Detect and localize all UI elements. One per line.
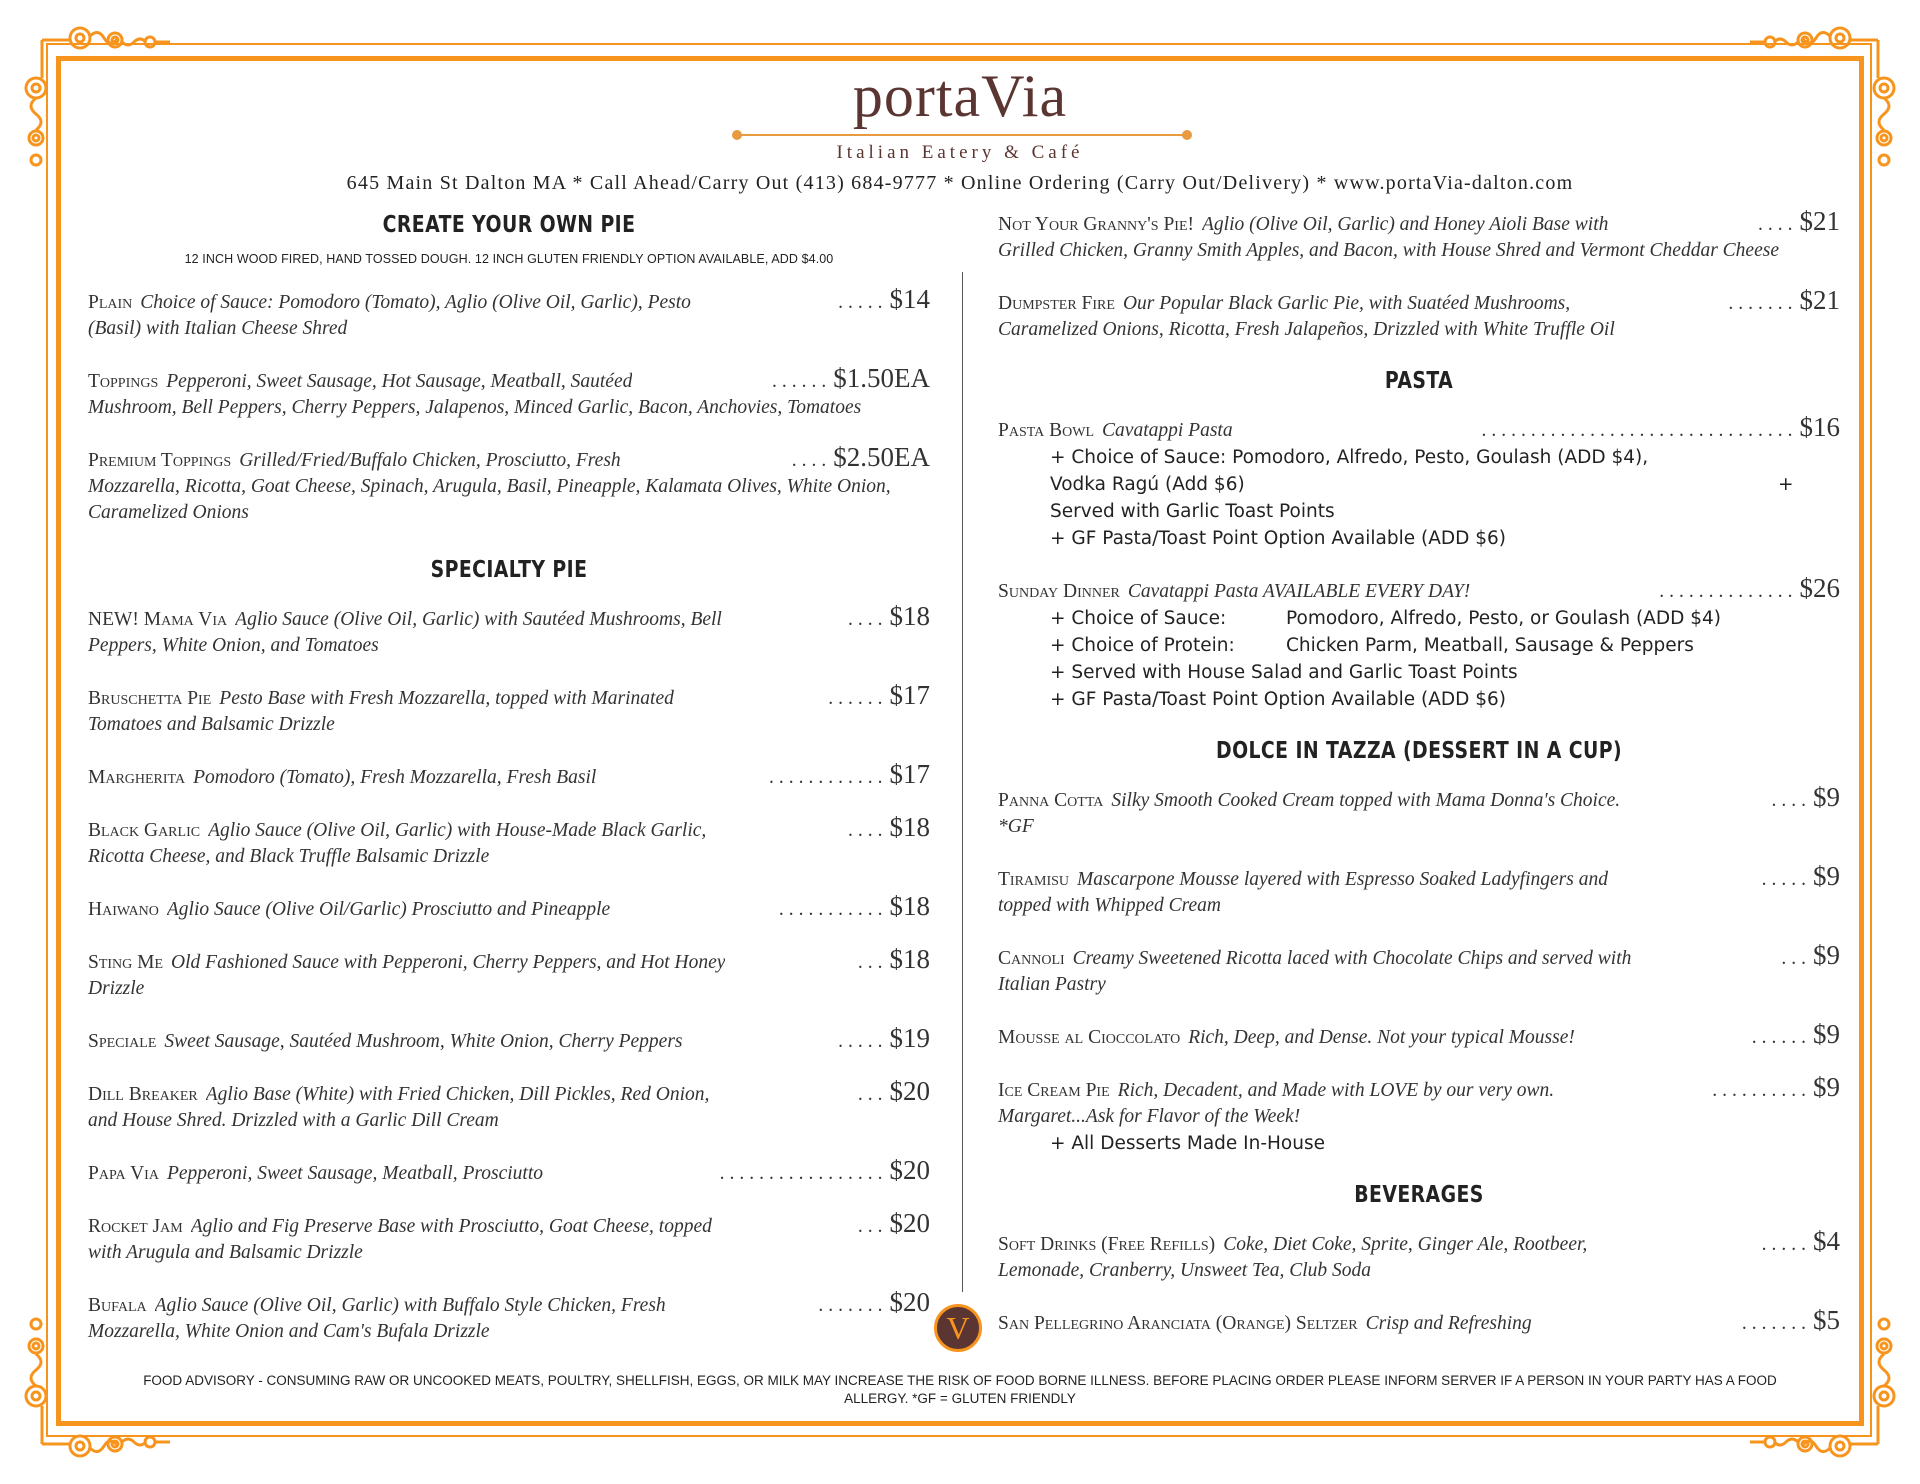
menu-item [998,1074,1840,1157]
option-line: + Served with House Salad and Garlic Toast Points [1050,662,1518,683]
item-name: NEW! Mama Via [88,609,228,630]
item-description: Aglio Sauce (Olive Oil, Garlic) with Buffalo Style Chicken, Fresh [154,1295,666,1316]
item-name: Pasta Bowl [998,420,1095,441]
item-name: Haiwano [88,899,159,920]
option-label: + Choice of Sauce: [1050,608,1227,629]
menu-item [998,414,1840,552]
menu-item [88,946,930,1002]
dot-leader: ..... [838,1031,888,1052]
item-price: $9 [1813,861,1840,891]
item-options [998,444,1840,552]
menu-item [998,287,1840,343]
item-name: Black Garlic [88,820,201,841]
dot-leader: ....... [1728,293,1798,314]
item-description-cont: Drizzle [88,978,145,999]
item-description-cont: Caramelized Onions, Ricotta, Fresh Jalapeños, Drizzled with White Truffle Oil [998,319,1615,340]
item-name: Dill Breaker [88,1084,198,1105]
menu-item [998,942,1840,998]
item-name: Rocket Jam [88,1216,183,1237]
item-name: Sunday Dinner [998,581,1120,602]
dot-leader: ... [857,952,888,973]
dessert-list [998,784,1840,1157]
tagline: Italian Eatery & Café [836,142,1084,163]
item-name: Bufala [88,1295,147,1316]
item-description: Sweet Sausage, Sautéed Mushroom, White Onion, Cherry Peppers [164,1031,683,1052]
column-divider [962,272,963,1292]
item-description: Mascarpone Mousse layered with Espresso Soaked Ladyfingers and [1077,869,1608,890]
item-description-cont: Mozzarella, Ricotta, Goat Cheese, Spinach, Arugula, Basil, Pineapple, Kalamata Olives, White Onion, Caramelized Onions [88,476,891,523]
dot-leader: ................................ [1481,420,1798,441]
dot-leader: ... [857,1216,888,1237]
plus-mark: + [1778,474,1794,495]
dot-leader: ...... [828,688,888,709]
item-description: Crisp and Refreshing [1365,1313,1532,1334]
item-price: $26 [1799,573,1840,603]
option-line: + GF Pasta/Toast Point Option Available (ADD $6) [1050,528,1507,549]
item-name: Soft Drinks (Free Refills) [998,1234,1216,1255]
item-price: $2.50EA [833,442,930,472]
item-description: Old Fashioned Sauce with Pepperoni, Cherry Peppers, and Hot Honey [171,952,726,973]
item-options [998,1130,1840,1157]
item-description-cont: Margaret...Ask for Flavor of the Week! [998,1106,1301,1127]
item-description: Creamy Sweetened Ricotta laced with Chocolate Chips and served with [1072,948,1632,969]
dot-leader: ................. [719,1163,888,1184]
section-title-dessert: DOLCE IN TAZZA (DESSERT IN A CUP) [1215,738,1623,764]
option-row [1050,605,1840,632]
beverage-list [998,1228,1840,1337]
menu-item [88,286,930,342]
contact-info: 645 Main St Dalton MA * Call Ahead/Carry Out (413) 684-9777 * Online Ordering (Carry Out/Delivery) * www.portaVia-dalton.com [346,172,1574,194]
menu-item [88,893,930,923]
menu-item [88,444,930,526]
item-price: $18 [889,891,930,921]
item-description: Aglio Sauce (Olive Oil, Garlic) with Sautéed Mushrooms, Bell [235,609,722,630]
item-description-cont: Ricotta Cheese, and Black Truffle Balsamic Drizzle [88,846,490,867]
menu-item [88,814,930,870]
dot-leader: .... [848,820,888,841]
specialty-pie-list-continued [998,208,1840,343]
option-value: Chicken Parm, Meatball, Sausage & Peppers [1286,635,1694,656]
item-description: Aglio Sauce (Olive Oil, Garlic) with House-Made Black Garlic, [208,820,707,841]
item-price: $9 [1813,1072,1840,1102]
option-value: Pomodoro, Alfredo, Pesto, or Goulash (ADD $4) [1286,608,1721,629]
item-name: Not Your Granny's Pie! [998,214,1195,235]
item-description-cont: Mozzarella, White Onion and Cam's Bufala Drizzle [88,1321,490,1342]
item-name: Mousse al Cioccolato [998,1027,1181,1048]
dough-note: 12 INCH WOOD FIRED, HAND TOSSED DOUGH. 12 INCH GLUTEN FRIENDLY OPTION AVAILABLE, ADD $4.00 [184,252,834,266]
item-name: Tiramisu [998,869,1070,890]
dot-leader: ....... [818,1295,888,1316]
item-description-cont: Grilled Chicken, Granny Smith Apples, and Bacon, with House Shred and Vermont Cheddar Cheese [998,240,1779,261]
logo-divider [736,134,1188,136]
menu-item [88,603,930,659]
dot-leader: ..... [1761,869,1811,890]
dot-leader: ...... [1751,1027,1811,1048]
section-title-beverages: BEVERAGES [1354,1182,1484,1208]
item-description-cont: Peppers, White Onion, and Tomatoes [88,635,379,656]
item-description: Silky Smooth Cooked Cream topped with Mama Donna's Choice. [1111,790,1621,811]
dot-leader: ..... [838,292,888,313]
menu-item [998,208,1840,264]
item-description: Choice of Sauce: Pomodoro (Tomato), Aglio (Olive Oil, Garlic), Pesto [140,292,691,313]
menu-item [88,1078,930,1134]
item-description: Aglio and Fig Preserve Base with Prosciutto, Goat Cheese, topped [190,1216,712,1237]
item-price: $9 [1813,1019,1840,1049]
portavia-v-badge-icon: V [934,1304,982,1352]
dot-leader: ..... [1761,1234,1811,1255]
section-title-create-your-own-pie: CREATE YOUR OWN PIE [382,212,636,238]
dot-leader: ....... [1741,1313,1811,1334]
item-description-cont: (Basil) with Italian Cheese Shred [88,318,348,339]
item-description: Grilled/Fried/Buffalo Chicken, Prosciutto, Fresh [239,450,621,471]
create-pie-list [88,286,930,526]
item-price: $9 [1813,940,1840,970]
item-price: $16 [1799,412,1840,442]
menu-item [998,863,1840,919]
menu-item [998,575,1840,713]
menu-item [88,761,930,791]
item-price: $9 [1813,782,1840,812]
item-description-cont: Tomatoes and Balsamic Drizzle [88,714,335,735]
item-price: $18 [889,944,930,974]
item-options [998,605,1840,713]
option-row [1050,632,1840,659]
pasta-list [998,414,1840,713]
item-price: $1.50EA [833,363,930,393]
option-line: + Choice of Sauce: Pomodoro, Alfredo, Pesto, Goulash (ADD $4), [1050,447,1649,468]
item-price: $20 [889,1287,930,1317]
item-price: $20 [889,1076,930,1106]
right-column [998,208,1840,1360]
item-description-cont: *GF [998,816,1034,837]
menu-item [88,1289,930,1345]
left-column [88,210,930,1368]
item-description-cont: and House Shred. Drizzled with a Garlic Dill Cream [88,1110,499,1131]
dot-leader: ... [1781,948,1811,969]
menu-item [998,1228,1840,1284]
dot-leader: .... [1758,214,1798,235]
menu-item [88,1157,930,1187]
menu-item [88,1210,930,1266]
item-description: Our Popular Black Garlic Pie, with Suatéed Mushrooms, [1122,293,1571,314]
dot-leader: .............. [1659,581,1798,602]
item-price: $17 [889,680,930,710]
item-price: $20 [889,1208,930,1238]
item-description: Aglio Sauce (Olive Oil/Garlic) Prosciutto and Pineapple [166,899,611,920]
item-description-cont: Lemonade, Cranberry, Unsweet Tea, Club Soda [998,1260,1372,1281]
menu-item [88,1025,930,1055]
item-name: Ice Cream Pie [998,1080,1110,1101]
dot-leader: ............ [769,767,888,788]
item-description: Rich, Deep, and Dense. Not your typical Mousse! [1188,1027,1575,1048]
item-price: $18 [889,812,930,842]
dot-leader: ... [857,1084,888,1105]
item-description: Cavatappi Pasta AVAILABLE EVERY DAY! [1127,581,1471,602]
dot-leader: .......... [1712,1080,1811,1101]
option-line: + GF Pasta/Toast Point Option Available (ADD $6) [1050,689,1507,710]
item-name: Margherita [88,767,186,788]
dot-leader: ...... [772,371,832,392]
section-title-pasta: PASTA [1384,368,1454,394]
item-name: Panna Cotta [998,790,1104,811]
item-price: $19 [889,1023,930,1053]
item-name: Papa Via [88,1163,159,1184]
item-name: Dumpster Fire [998,293,1115,314]
dot-leader: .... [848,609,888,630]
item-description: Cavatappi Pasta [1102,420,1233,441]
dot-leader: .... [1771,790,1811,811]
item-name: Plain [88,292,133,313]
option-line: Vodka Ragú (Add $6) + [1050,471,1840,498]
option-line: + All Desserts Made In-House [1050,1133,1325,1154]
item-description: Pepperoni, Sweet Sausage, Hot Sausage, Meatball, Sautéed [166,371,633,392]
item-price: $20 [889,1155,930,1185]
item-description-cont: Italian Pastry [998,974,1106,995]
item-description-cont: with Arugula and Balsamic Drizzle [88,1242,363,1263]
dot-leader: .... [791,450,832,471]
item-name: San Pellegrino Aranciata (Orange) Seltzer [998,1313,1358,1334]
item-price: $4 [1813,1226,1840,1256]
item-price: $14 [889,284,930,314]
menu-item [998,784,1840,840]
item-description-cont: topped with Whipped Cream [998,895,1221,916]
item-name: Toppings [88,371,159,392]
item-name: Cannoli [998,948,1065,969]
item-description: Coke, Diet Coke, Sprite, Ginger Ale, Rootbeer, [1223,1234,1588,1255]
item-description: Pesto Base with Fresh Mozzarella, topped with Marinated [219,688,674,709]
option-label: + Choice of Protein: [1050,635,1235,656]
menu-item [88,365,930,421]
item-price: $21 [1799,206,1840,236]
food-advisory: FOOD ADVISORY - CONSUMING RAW OR UNCOOKED MEATS, POULTRY, SHELLFISH, EGGS, OR MILK MAY INCREASE THE RISK OF FOOD BORNE ILLNESS. BEFORE PLACING ORDER PLEASE INFORM SERVER IF A PERSON IN YOUR PARTY HAS A FOOD ALLERGY. *GF = GLUTEN FRIENDLY [143,1373,1777,1406]
item-description: Aglio (Olive Oil, Garlic) and Honey Aioli Base with [1202,214,1609,235]
item-price: $18 [889,601,930,631]
menu-item [88,682,930,738]
dot-leader: ........... [778,899,888,920]
item-price: $17 [889,759,930,789]
option-line: Served with Garlic Toast Points [1050,501,1335,522]
specialty-pie-list [88,603,930,1345]
item-name: Premium Toppings [88,450,232,471]
item-price: $5 [1813,1305,1840,1335]
menu-item [998,1021,1840,1051]
item-description: Pomodoro (Tomato), Fresh Mozzarella, Fresh Basil [193,767,597,788]
section-title-specialty-pie: SPECIALTY PIE [430,557,588,583]
item-description-cont: Mushroom, Bell Peppers, Cherry Peppers, Jalapenos, Minced Garlic, Bacon, Anchovies, Tomatoes [88,397,862,418]
item-price: $21 [1799,285,1840,315]
menu-item [998,1307,1840,1337]
item-description: Aglio Base (White) with Fried Chicken, Dill Pickles, Red Onion, [205,1084,710,1105]
item-name: Speciale [88,1031,157,1052]
restaurant-logo: portaVia [852,63,1068,129]
item-description: Rich, Decadent, and Made with LOVE by our very own. [1117,1080,1555,1101]
item-description: Pepperoni, Sweet Sausage, Meatball, Prosciutto [166,1163,543,1184]
item-name: Bruschetta Pie [88,688,212,709]
item-name: Sting Me [88,952,164,973]
